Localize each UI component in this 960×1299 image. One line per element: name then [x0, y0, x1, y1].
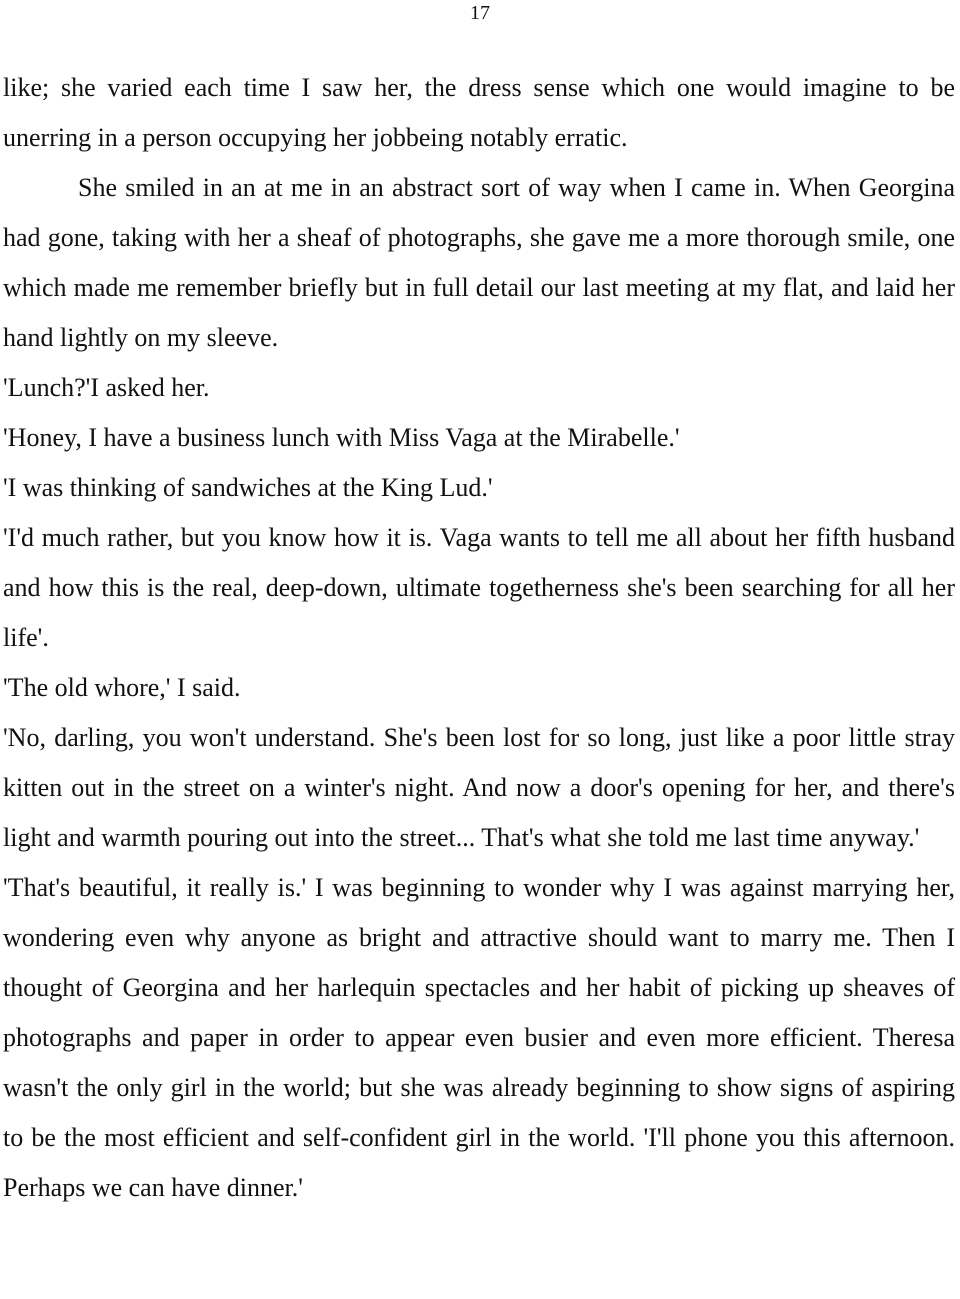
dialogue-line: 'No, darling, you won't understand. She's been lost for so long, just like a poor little stray kitten out in the street on a winter's night. And now a door's opening for her, and there's light and warmth pouring out into the street... That's what she told me last time anyway.' [3, 723, 955, 852]
dialogue-line: 'Lunch?'I asked her. [3, 373, 210, 402]
body-text [3, 63, 955, 1213]
dialogue-line: 'Honey, I have a business lunch with Miss Vaga at the Mirabelle.' [3, 423, 680, 452]
paragraph: 'That's beautiful, it really is.' I was beginning to wonder why I was against marrying her, wondering even why anyone as bright and attractive should want to marry me. Then I thought of Georgina and her harlequin spectacles and her habit of picking up sheaves of photographs and paper in order to appear even busier and even more efficient. Theresa wasn't the only girl in the world; but she was already beginning to show signs of aspiring to be the most efficient and self-confident girl in the world. 'I'll phone you this afternoon. Perhaps we can have dinner.' [3, 873, 955, 1202]
dialogue-line: 'I was thinking of sandwiches at the King Lud.' [3, 473, 493, 502]
dialogue-line: 'The old whore,' I said. [3, 673, 241, 702]
paragraph: She smiled in an at me in an abstract sort of way when I came in. When Georgina had gone, taking with her a sheaf of photographs, she gave me a more thorough smile, one which made me remember briefly but in full detail our last meeting at my flat, and laid her hand lightly on my sleeve. [3, 173, 955, 352]
paragraph: like; she varied each time I saw her, the dress sense which one would imagine to be unerring in a person occupying her jobbeing notably erratic. [3, 73, 955, 152]
dialogue-line: 'I'd much rather, but you know how it is. Vaga wants to tell me all about her fifth husband and how this is the real, deep-down, ultimate togetherness she's been searching for all her life'. [3, 523, 955, 652]
page-number: 17 [470, 2, 490, 24]
